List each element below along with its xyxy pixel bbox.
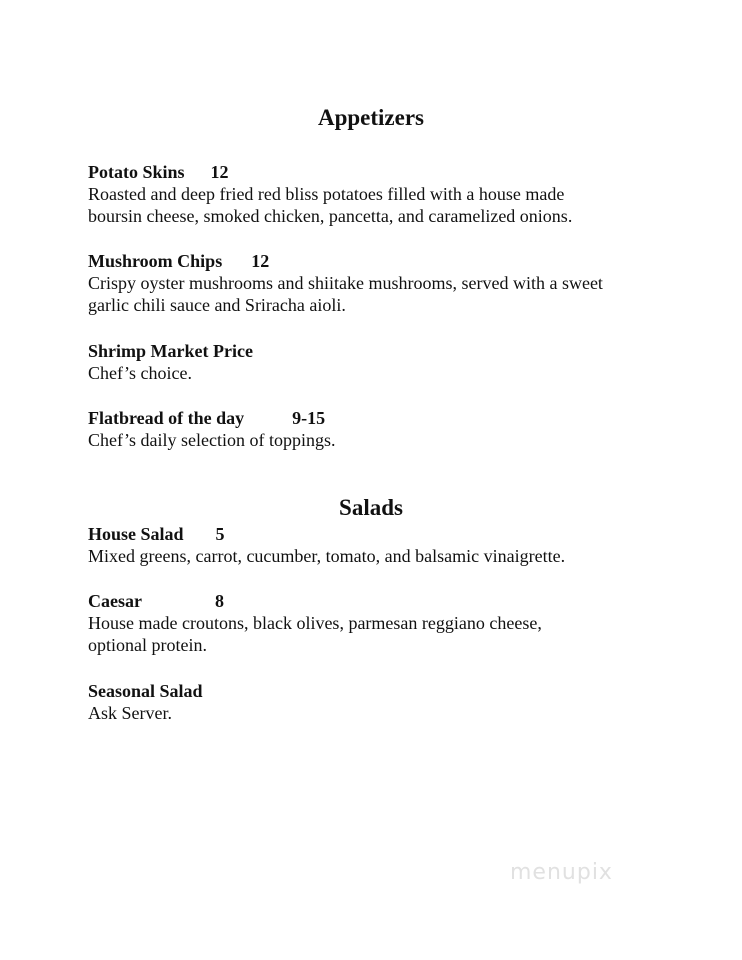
description-line: Crispy oyster mushrooms and shiitake mushrooms, served with a sweet (88, 273, 603, 293)
item-name: Mushroom Chips (88, 251, 223, 271)
description-line: optional protein. (88, 635, 207, 655)
appetizers-heading: Appetizers (317, 105, 425, 130)
item-price: 12 (210, 162, 229, 182)
item-price: 12 (251, 251, 270, 271)
menu-item-shrimp (88, 340, 688, 384)
watermark-logo: menupix (510, 860, 613, 885)
item-description (88, 429, 688, 451)
menu-item-mushroom-chips (88, 250, 688, 316)
item-name: Shrimp Market Price (88, 341, 253, 361)
item-price: 8 (214, 591, 224, 611)
item-description (88, 272, 688, 316)
item-price: 9-15 (292, 408, 326, 428)
salads-heading: Salads (339, 495, 403, 520)
menu-item-house-salad (88, 523, 688, 567)
item-name: Seasonal Salad (88, 681, 203, 701)
menu-item-flatbread (88, 407, 688, 451)
item-price: 5 (215, 524, 225, 544)
item-description (88, 183, 688, 227)
item-name: House Salad (88, 524, 184, 544)
description-line: boursin cheese, smoked chicken, pancetta, and caramelized onions. (88, 206, 573, 226)
item-name: Flatbread of the day (88, 408, 245, 428)
description-line: Roasted and deep fried red bliss potatoes filled with a house made (88, 184, 565, 204)
item-name: Caesar (88, 591, 142, 611)
item-description (88, 702, 688, 724)
item-description (88, 545, 688, 567)
menu-item-caesar (88, 590, 688, 656)
description-line: garlic chili sauce and Sriracha aioli. (88, 295, 346, 315)
description-line: Chef’s choice. (88, 363, 192, 383)
description-line: Chef’s daily selection of toppings. (88, 430, 336, 450)
item-description (88, 362, 688, 384)
item-description (88, 612, 688, 656)
description-line: House made croutons, black olives, parmesan reggiano cheese, (88, 613, 542, 633)
menu-item-seasonal-salad (88, 680, 688, 724)
description-line: Ask Server. (88, 703, 172, 723)
menu-item-potato-skins (88, 161, 688, 227)
description-line: Mixed greens, carrot, cucumber, tomato, and balsamic vinaigrette. (88, 546, 566, 566)
item-name: Potato Skins (88, 162, 185, 182)
